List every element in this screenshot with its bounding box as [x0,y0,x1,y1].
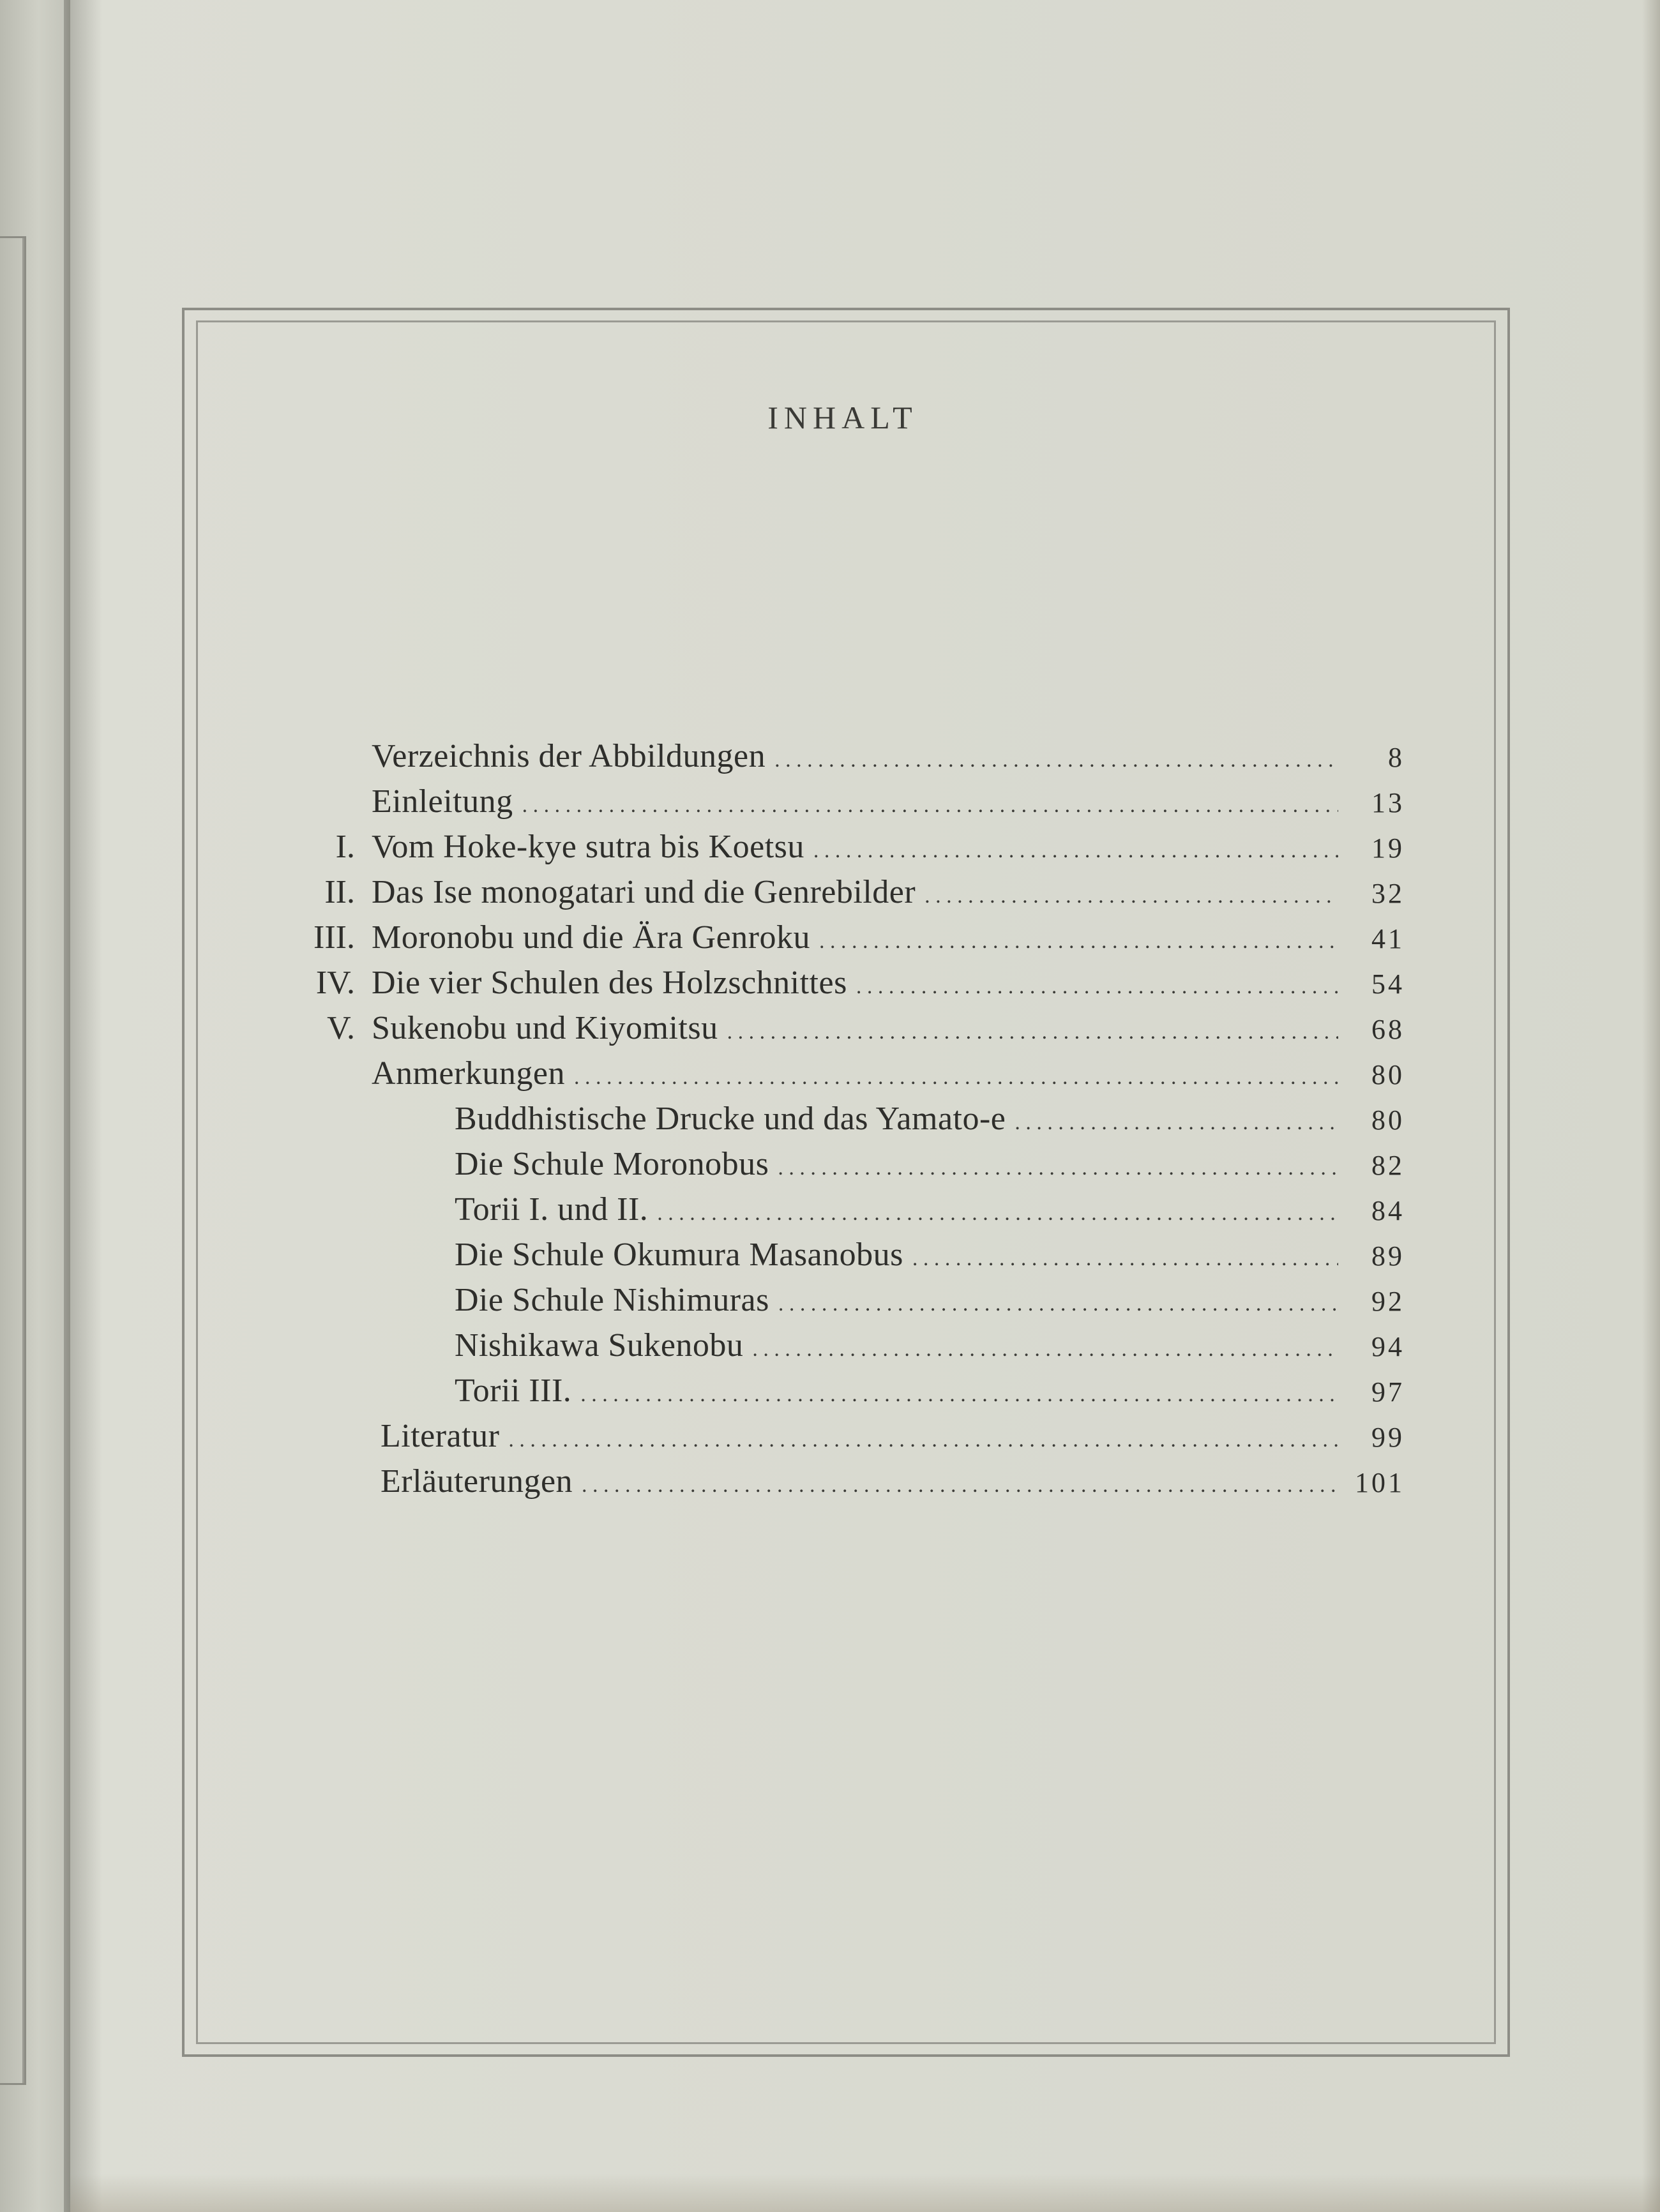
dot-leader [778,1156,1338,1180]
gutter-shadow [64,0,102,2212]
toc-entry [281,1281,1405,1327]
entry-title: Das Ise monogatari und die Genrebilder [372,874,916,910]
toc-entry [281,1463,1405,1508]
toc-entry [281,783,1405,828]
dot-leader [924,884,1338,908]
dot-leader [657,1201,1338,1226]
page-title: INHALT [767,400,918,435]
page-number: 32 [1371,878,1405,909]
chapter-number: V. [327,1010,355,1046]
page-number: 41 [1371,923,1405,954]
page-edge-right [1642,0,1660,2212]
page-number: 80 [1371,1059,1405,1090]
dot-leader [778,1292,1338,1316]
entry-title: Vom Hoke-kye sutra bis Koetsu [372,829,804,865]
page-number: 84 [1371,1195,1405,1226]
toc-entry [281,737,1405,783]
chapter-number: II. [324,874,355,910]
entry-title: Die Schule Moronobus [455,1146,769,1182]
toc-entry [281,873,1405,919]
dot-leader [580,1383,1338,1407]
toc-entry [281,828,1405,873]
toc-entry [281,1327,1405,1372]
page-number: 13 [1371,787,1405,818]
chapter-number: III. [313,919,355,956]
dot-leader [1015,1111,1338,1135]
entry-title: Die Schule Nishimuras [455,1282,769,1318]
dot-leader [574,1065,1338,1090]
toc-entry [281,919,1405,964]
toc-entry [281,1145,1405,1191]
entry-title: Die vier Schulen des Holzschnittes [372,965,847,1001]
page-number: 68 [1371,1014,1405,1045]
entry-title: Verzeichnis der Abbildungen [372,738,766,774]
dot-leader [508,1428,1338,1452]
entry-title: Anmerkungen [372,1055,565,1092]
toc-entry [281,1009,1405,1055]
page-number: 89 [1371,1240,1405,1272]
entry-title: Einleitung [372,783,513,820]
toc-entry [281,1100,1405,1145]
page-number: 101 [1355,1467,1405,1498]
page-number: 54 [1371,968,1405,1000]
page-number: 82 [1371,1150,1405,1181]
page-number: 92 [1371,1286,1405,1317]
page-number: 8 [1388,742,1405,773]
facing-page-edge [0,0,70,2212]
dot-leader [819,929,1338,954]
dot-leader [752,1337,1338,1362]
dot-leader [912,1247,1338,1271]
page-number: 19 [1371,832,1405,864]
page-number: 80 [1371,1104,1405,1136]
chapter-number: IV. [315,965,355,1001]
entry-title: Sukenobu und Kiyomitsu [372,1010,718,1046]
entry-title: Torii III. [455,1373,572,1409]
page-number: 97 [1371,1376,1405,1408]
entry-title: Literatur [381,1418,500,1454]
entry-title: Buddhistische Drucke und das Yamato-e [455,1101,1006,1137]
page-number: 99 [1371,1422,1405,1453]
entry-title: Nishikawa Sukenobu [455,1327,744,1364]
toc-entry [281,1417,1405,1463]
dot-leader [856,975,1338,999]
page-number: 94 [1371,1331,1405,1362]
toc-entry [281,1372,1405,1417]
entry-title: Die Schule Okumura Masanobus [455,1237,903,1273]
toc-entry [281,1236,1405,1281]
toc-entry [281,964,1405,1009]
dot-leader [522,794,1338,818]
entry-title: Erläuterungen [381,1463,573,1500]
dot-leader [582,1473,1338,1498]
dot-leader [813,839,1338,863]
facing-page-frame [0,236,26,2085]
dot-leader [727,1020,1338,1044]
entry-title: Moronobu und die Ära Genroku [372,919,810,956]
toc-entry [281,1191,1405,1236]
chapter-number: I. [335,829,355,865]
table-of-contents [281,737,1405,1508]
page-edge-bottom [70,2174,1660,2212]
entry-title: Torii I. und II. [455,1191,649,1228]
dot-leader [774,748,1338,772]
toc-entry [281,1055,1405,1100]
